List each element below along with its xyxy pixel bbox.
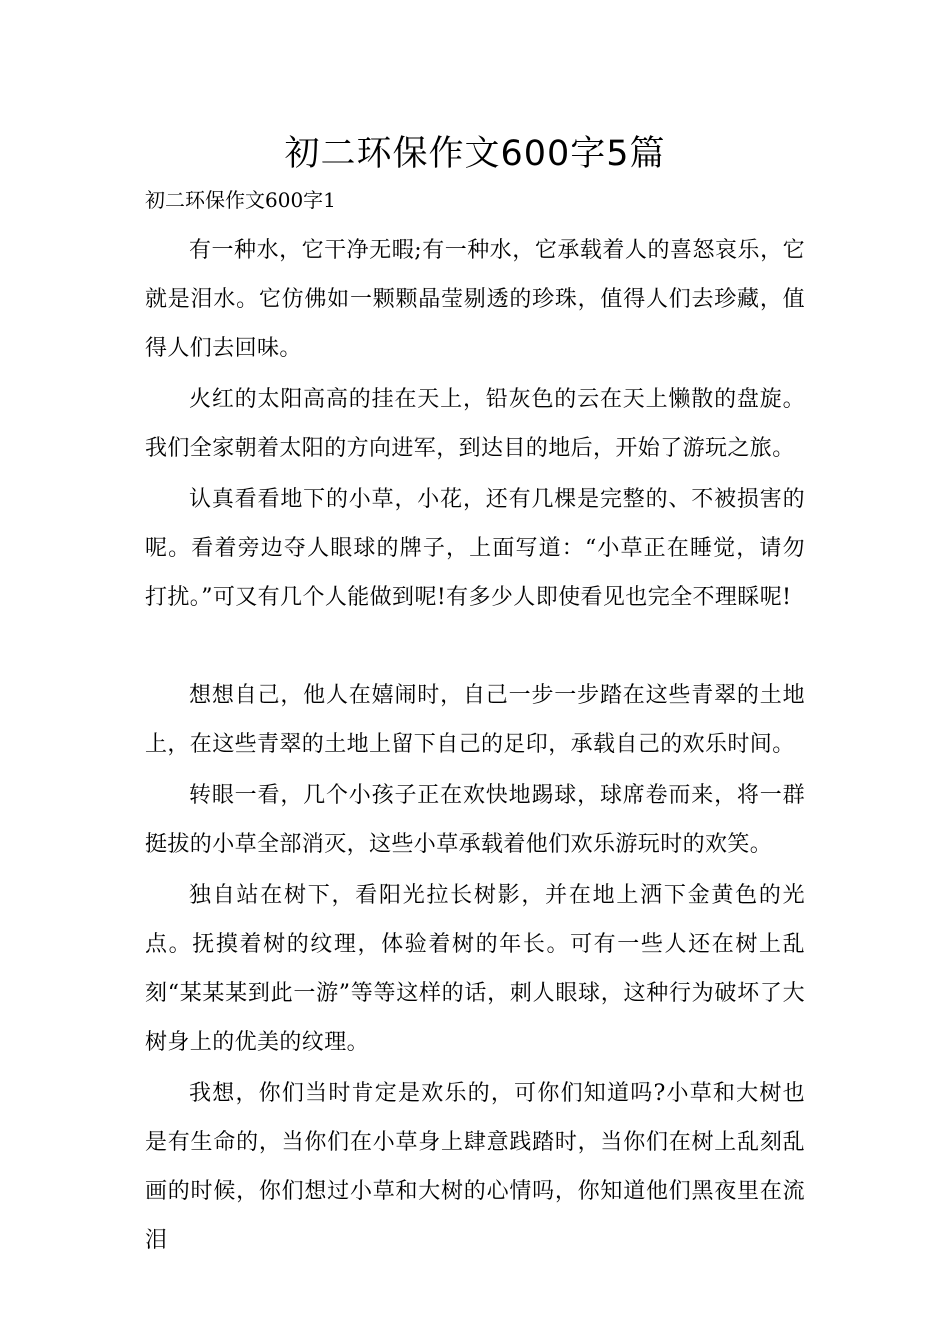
paragraph-3: 认真看看地下的小草，小花，还有几棵是完整的、不被损害的呢。看着旁边夺人眼球的牌子，上面写道：“小草正在睡觉，请勿打扰。”可又有几个人能做到呢!有多少人即使看见也完全不理睬呢! bbox=[145, 487, 805, 610]
paragraph-5: 转眼一看，几个小孩子正在欢快地踢球，球席卷而来，将一群挺拔的小草全部消灭，这些小草承载着他们欢乐游玩时的欢笑。 bbox=[145, 783, 805, 857]
paragraph-6: 独自站在树下，看阳光拉长树影，并在地上洒下金黄色的光点。抚摸着树的纹理，体验着树的年长。可有一些人还在树上乱刻“某某某到此一游”等等这样的话，刺人眼球，这种行为破坏了大树身上的优美的纹理。 bbox=[145, 883, 805, 1055]
paragraph-7: 我想，你们当时肯定是欢乐的，可你们知道吗?小草和大树也是有生命的，当你们在小草身上肆意践踏时，当你们在树上乱刻乱画的时候，你们想过小草和大树的心情吗，你知道他们黑夜里在流泪 bbox=[145, 1081, 805, 1253]
paragraph-1: 有一种水，它干净无暇;有一种水，它承载着人的喜怒哀乐，它就是泪水。它仿佛如一颗颗晶莹剔透的珍珠，值得人们去珍藏，值得人们去回味。 bbox=[145, 238, 805, 361]
document-title: 初二环保作文600字5篇 bbox=[284, 134, 666, 174]
section-heading: 初二环保作文600字1 bbox=[145, 188, 336, 212]
paragraph-4: 想想自己，他人在嬉闹时，自己一步一步踏在这些青翠的土地上，在这些青翠的土地上留下自己的足印，承载自己的欢乐时间。 bbox=[145, 683, 805, 757]
paragraph-2: 火红的太阳高高的挂在天上，铅灰色的云在天上懒散的盘旋。我们全家朝着太阳的方向进军，到达目的地后，开始了游玩之旅。 bbox=[145, 387, 805, 461]
document-body bbox=[145, 226, 805, 1267]
